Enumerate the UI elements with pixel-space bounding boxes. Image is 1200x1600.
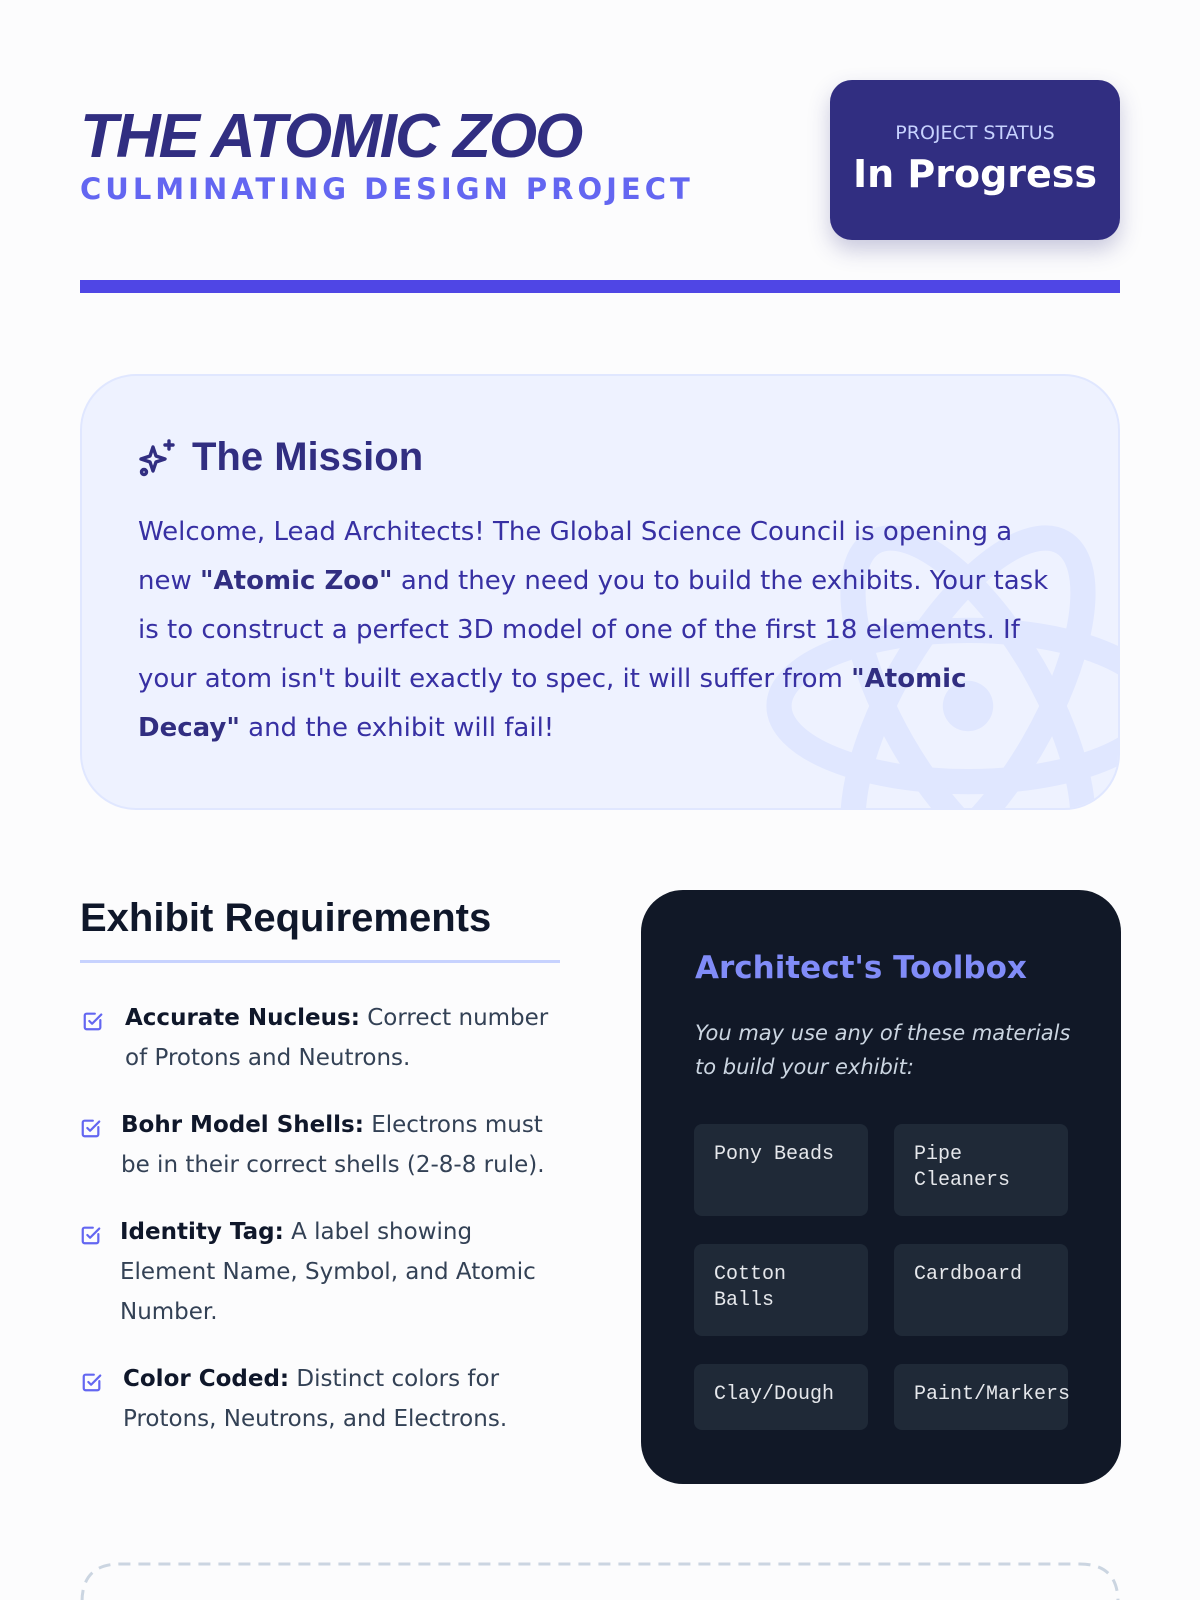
page-header [80,80,1120,240]
requirements-section: Exhibit Requirements Accurate Nucleus: Correct number of Protons and Neutrons. Bohr Model Shells: Electrons must be in their correct shells (2-8-8 rule). Identity Tag: A label showing Element Name, Symbol, and Atomic Number. Color Coded: Distinct colors for Protons, Neutrons, and Electrons. [80,890,560,963]
mission-title: The Mission [192,434,424,479]
material-tile: Clay/Dough [694,1364,868,1430]
requirements-title: Exhibit Requirements [80,896,492,940]
mission-heading [138,432,423,482]
mission-card [80,374,1120,810]
material-tile: Pony Beads [694,1124,868,1216]
page-subtitle: CULMINATING DESIGN PROJECT [80,172,694,206]
page-title: THE ATOMIC ZOO [80,102,582,171]
material-tile: Paint/Markers [894,1364,1068,1430]
header-divider [80,280,1120,293]
architects-toolbox-card [641,890,1121,1484]
checkbox-check-icon [80,1224,102,1246]
project-status-value: In Progress [852,152,1098,196]
project-status-card [830,80,1120,240]
requirements-divider [80,960,560,963]
checkbox-check-icon [81,1371,103,1393]
toolbox-title: Architect's Toolbox [695,950,1027,986]
toolbox-note: You may use any of these materials to build your exhibit: [695,1021,1071,1079]
checkbox-check-icon [82,1010,104,1032]
mission-description: Welcome, Lead Architects! The Global Science Council is opening a new "Atomic Zoo" and they need you to build the exhibits. Your task is to construct a perfect 3D model of one of the first 18 elements. If your atom isn't built exactly to spec, it will suffer from "Atomic Decay" and the exhibit will fail! [138,517,1049,743]
checkbox-check-icon [80,1117,102,1139]
material-tile: Pipe Cleaners [894,1124,1068,1216]
sparkles-icon [138,437,178,477]
dashed-card-top [80,1562,1120,1600]
material-tile: Cardboard [894,1244,1068,1336]
project-status-label: PROJECT STATUS [895,122,1055,144]
material-tile: Cotton Balls [694,1244,868,1336]
